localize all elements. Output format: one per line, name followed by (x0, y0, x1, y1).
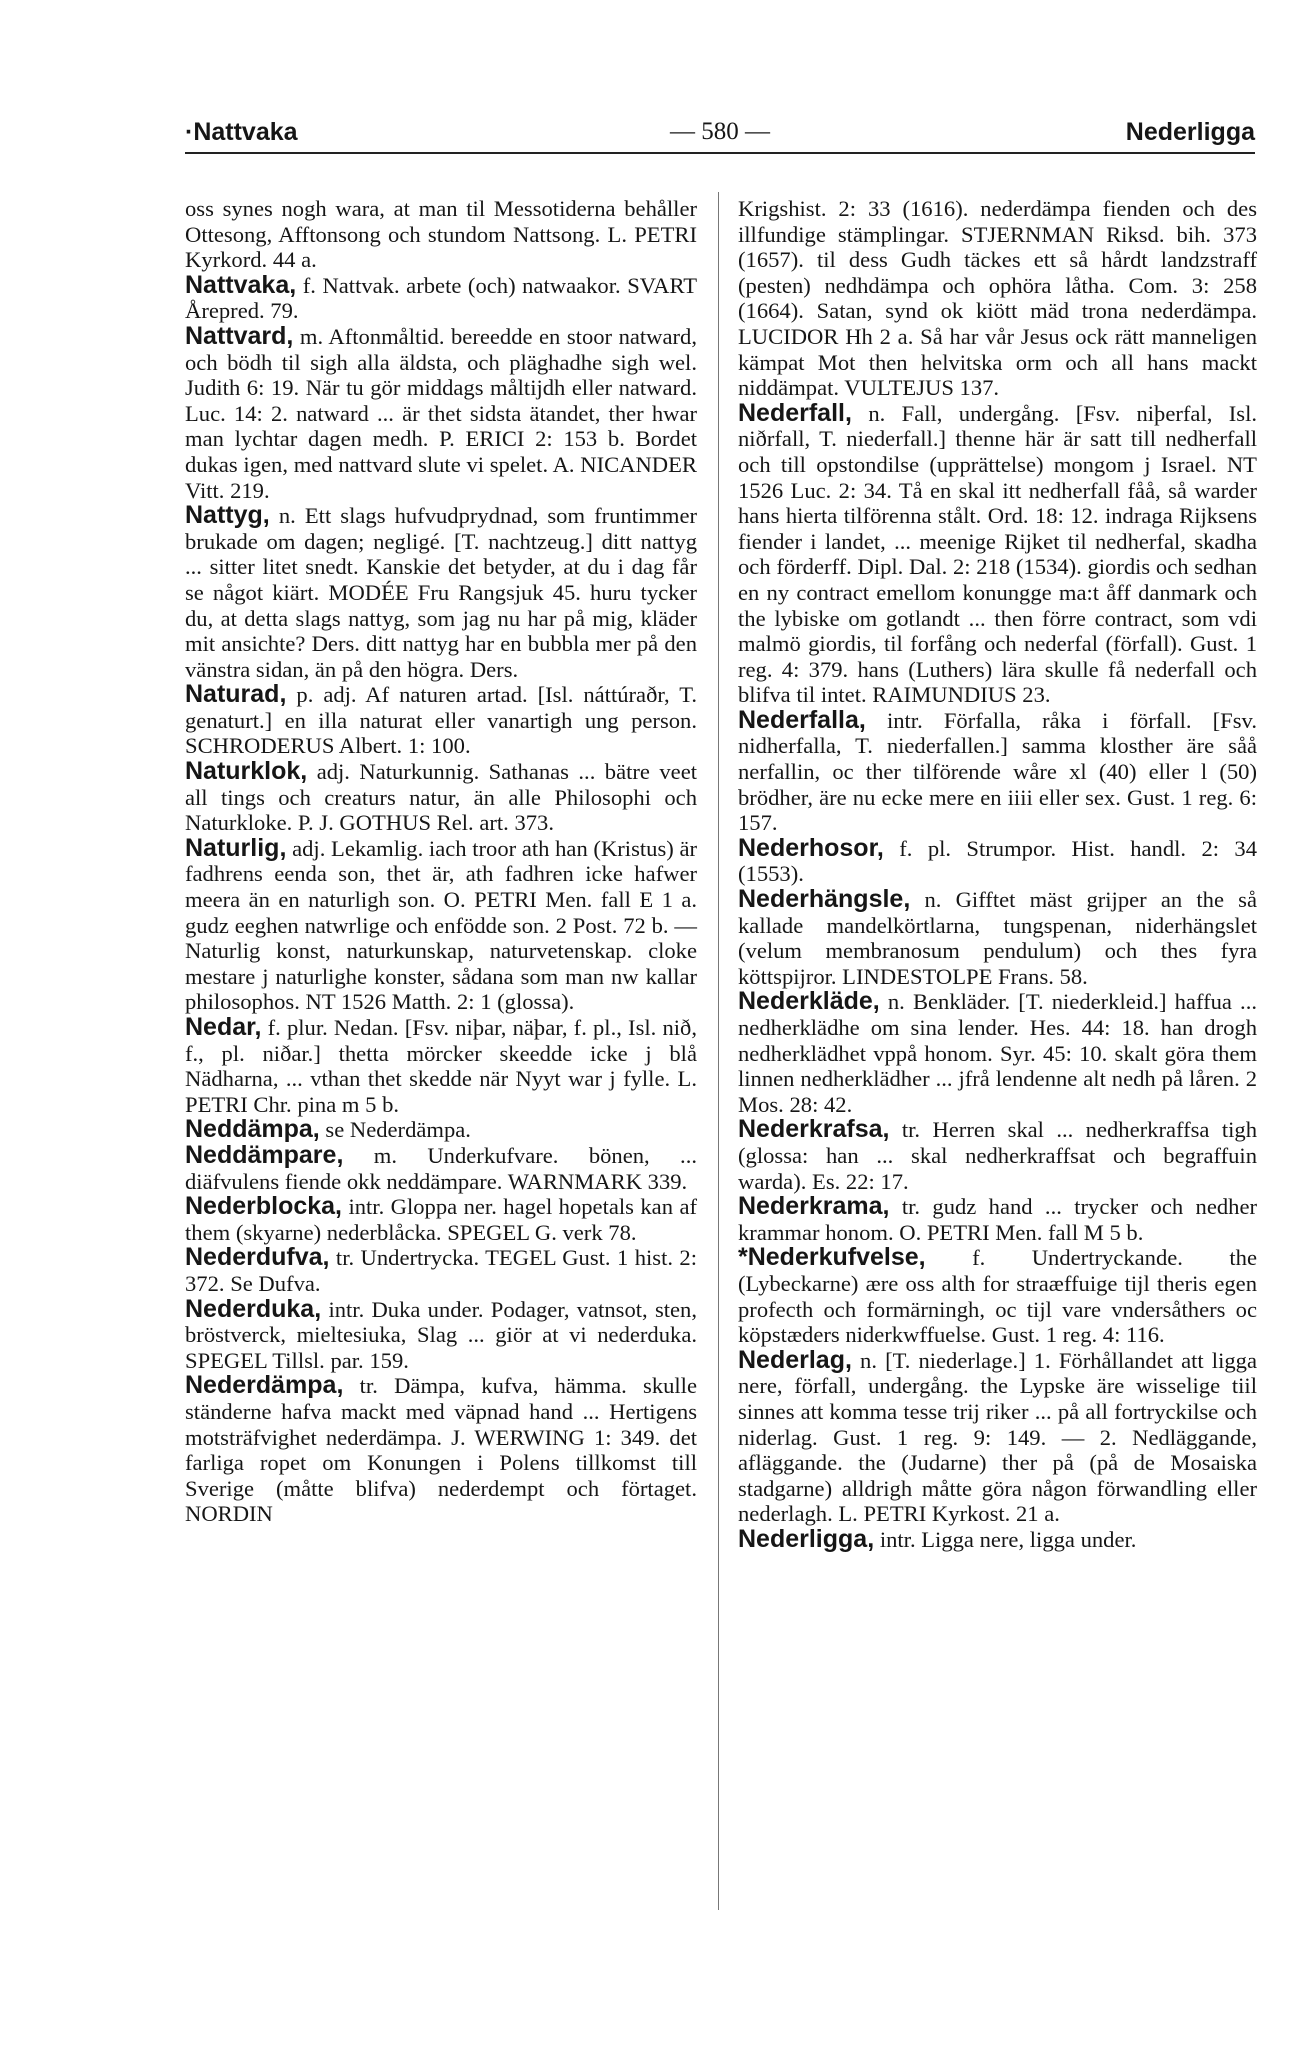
entry-text: oss synes nogh wara, at man til Messotiderna behåller Ottesong, Afftonsong och stundom Nattsong. L. PETRI Kyrkord. 44 a. (185, 196, 697, 273)
dictionary-entry (185, 833, 697, 1015)
entry-headword: Nederhosor, (738, 833, 884, 862)
entry-text: se Nederdämpa. (325, 1117, 471, 1143)
entry-text: Krigshist. 2: 33 (1616). nederdämpa fienden och des illfundige stämplingar. STJERNMAN Riksd. bih. 373 (1657). til dess Gudh täckes ett så hårdt landzstraff (pesten) nedhdämpa och ophöra låtha. Com. 3: 258 (1664). Satan, synd ok kiött mäd trona nederdämpa. LUCIDOR Hh 2 a. Så har vår Jesus ock rätt manneligen kämpat Mot then helvitska orm och all hans mackt niddämpat. VULTEJUS 137. (738, 196, 1257, 401)
header-rule (185, 152, 1255, 154)
entry-text: n. Benkläder. [T. niederkleid.] haffua ... nedherklädhe om sina lender. Hes. 44: 18. han drogh nedherklädhet vppå honom. Syr. 45: 10. skalt göra them linnen nedherklädher ... jfrå lendenne alt nedh på låren. 2 Mos. 28: 42. (738, 989, 1257, 1117)
entry-headword: Nedar, (185, 1013, 262, 1041)
entry-text: tr. Dämpa, kufva, hämma. skulle ständerne hafva mackt med väpnad hand ... Hertigens motsträfvighet nederdämpa. J. WERWING 1: 349. det farliga ropet om Konungen i Polens tillkomst till Sverige (måtte blifva) nederdempt och förtaget. NORDIN (185, 1373, 697, 1527)
entry-headword: Nederkläde, (738, 987, 880, 1016)
dictionary-entry (738, 1345, 1257, 1527)
entry-headword: Neddämpare, (185, 1140, 344, 1169)
dictionary-entry (738, 887, 1257, 989)
entry-text: intr. Gloppa ner. hagel hopetals kan af them (skyarne) nederblåcka. SPEGEL G. verk 78. (185, 1194, 697, 1245)
entry-text: n. Ett slags hufvudprydnad, som fruntimmer brukade om dagen; negligé. [T. nachtzeug.] ditt nattyg ... sitter litet snedt. Kanskie det betyder, at du i dag får se något kiärt. MODÉE Fru Rangsjuk 45. huru tycker du, at detta slags nattyg, som jag nu har på mig, kläder mit ansichte? Ders. ditt nattyg har en bubbla mer på den vänstra sidan, än på den högra. Ders. (185, 503, 697, 682)
entry-headword: Nederdämpa, (185, 1371, 344, 1400)
entry-headword: Nederfalla, (738, 705, 866, 734)
dictionary-entry (738, 1117, 1257, 1194)
dictionary-entry (185, 1194, 697, 1245)
entry-headword: Nederhängsle, (738, 885, 911, 914)
dictionary-entry (185, 321, 697, 503)
dictionary-entry (185, 759, 697, 836)
entry-headword: Nederlag, (738, 1345, 852, 1374)
entry-text: m. Aftonmåltid. bereedde en stoor natward, och bödh til sigh alla äldsta, och pläghadhe sigh wel. Judith 6: 19. När tu gör middags måltijdh eller natward. Luc. 14: 2. natward ... är thet sidsta ätandet, ther hwar man lychtar dagen medh. P. ERICI 2: 153 b. Bordet dukas igen, med nattvard slute vi spelet. A. NICANDER Vitt. 219. (185, 323, 697, 503)
entry-text: adj. Naturkunnig. Sathanas ... bätre veet all tings och creaturs natur, än alle Philosophi och Naturkloke. P. J. GOTHUS Rel. art. 373. (185, 759, 697, 836)
dictionary-entry (185, 196, 697, 273)
dictionary-entry (185, 1245, 697, 1296)
entry-headword: *Nederkufvelse, (738, 1243, 926, 1272)
entry-text: n. [T. niederlage.] 1. Förhållandet att ligga nere, förfall, undergång. the Lypske äre wisselige tiil sinnes att komma tesse trij riker ... på all fortryckilse och niderlag. Gust. 1 reg. 9: 149. — 2. Nedläggande, afläggande. the (Judarne) ther på (på de Mosaiska stadgarne) alldrigh måtte göra någon förwandling eller nederlagh. L. PETRI Kyrkost. 21 a. (738, 1347, 1257, 1527)
right-running-head: Nederligga (1125, 118, 1255, 146)
page-number: — 580 — (670, 118, 770, 145)
dictionary-entry (738, 705, 1257, 836)
dictionary-entry (738, 1245, 1257, 1347)
dictionary-entry (738, 989, 1257, 1117)
entry-text: f. Nattvak. arbete (och) natwaakor. SVART Årepred. 79. (185, 272, 697, 324)
entry-headword: Nattyg, (185, 501, 270, 530)
entry-text: m. Underkufvare. bönen, ... diäfvulens fiende okk neddämpare. WARNMARK 339. (185, 1142, 697, 1194)
entry-text: adj. Lekamlig. iach troor ath han (Kristus) är fadhrens eenda son, thet är, ath fadhren icke hafwer meera än en naturligh son. O. PETRI Men. fall E 1 a. gudz eeghen natwrlige och enfödde son. 2 Post. 72 b. — Naturlig konst, naturkunskap, naturvetenskap. cloke mestare j naturlighe konster, sådana som man nw kallar philosophos. NT 1526 Matth. 2: 1 (glossa). (185, 835, 697, 1015)
entry-headword: Naturlig, (185, 833, 287, 862)
left-column (185, 196, 697, 1527)
dictionary-entry (738, 833, 1257, 887)
entry-headword: Nederkrama, (738, 1192, 890, 1221)
dictionary-entry (185, 1294, 697, 1374)
entry-text: tr. Herren skal ... nedherkraffsa tigh (glossa: han ... skal nedherkraffsat och begraffuin warda). Es. 22: 17. (738, 1117, 1257, 1194)
dictionary-entry (185, 1140, 697, 1194)
entry-text: tr. Undertrycka. TEGEL Gust. 1 hist. 2: 372. Se Dufva. (185, 1245, 697, 1296)
dictionary-entry (738, 1194, 1257, 1245)
entry-headword: Naturad, (185, 680, 287, 709)
entry-headword: Nederkrafsa, (738, 1115, 890, 1144)
dictionary-entry (738, 196, 1257, 401)
right-column (738, 196, 1257, 1552)
dictionary-entry (738, 1524, 1257, 1553)
entry-text: intr. Förfalla, råka i förfall. [Fsv. nidherfalla, T. niederfallen.] samma klosther äre såå nerfallin, oc ther tilförende wåre xl (40) eller l (50) brödher, äre nu ecke mere en iiii eller sex. Gust. 1 reg. 6: 157. (738, 707, 1257, 836)
entry-text: intr. Duka under. Podager, vatnsot, sten, bröstverck, mieltesiuka, Slag ... giör at vi nederduka. SPEGEL Tillsl. par. 159. (185, 1296, 697, 1373)
entry-headword: Nederfall, (738, 398, 852, 427)
entry-text: n. Gifftet mäst grijper an the så kallade mandelkörtlarna, tungspenan, niderhängslet (velum membranosum pendulum) och thes fyra köttspijror. LINDESTOLPE Frans. 58. (738, 887, 1257, 989)
entry-text: n. Fall, undergång. [Fsv. niþerfal, Isl. niðrfall, T. niederfall.] thenne här är satt till nedherfall och till opstondilse (upprättelse) mongom j Israel. NT 1526 Luc. 2: 34. Tå en skal itt nedherfall fåå, så warder hans hierta tilförenna stålt. Ord. 18: 12. indraga Rijksens fiender i landet, ... meenige Rijket til nedherfal, skadha och förderff. Dipl. Dal. 2: 218 (1534). giordis och sedhan en ny contract emellom konungge ma:t åff danmark och the lybiske om gotlandt ... then förre contract, som vdi malmö giordis, til forfång och nederfal (förfall). Gust. 1 reg. 4: 379. hans (Luthers) lära skulle få nederfall och blifva til intet. RAIMUNDIUS 23. (738, 400, 1257, 708)
entry-text: intr. Ligga nere, ligga under. (879, 1526, 1137, 1552)
dictionary-entry (185, 1117, 697, 1143)
entry-text: f. Undertryckande. the (Lybeckarne) ære oss alth for straæffuige tijl theris egen profecth och formärningh, oc tijl vare vndersåthers oc köpstæders niderkwffuelse. Gust. 1 reg. 4: 116. (738, 1245, 1257, 1348)
entry-text: f. plur. Nedan. [Fsv. niþar, näþar, f. pl., Isl. nið, f., pl. niðar.] thetta mörcker skeedde icke j blå Nädharna, ... vthan thet skedde när Nyyt war j fylle. L. PETRI Chr. pina m 5 b. (185, 1015, 697, 1117)
entry-headword: Naturklok, (185, 757, 308, 786)
entry-headword: Nederligga, (738, 1524, 875, 1553)
dictionary-entry (185, 1373, 697, 1527)
entry-text: p. adj. Af naturen artad. [Isl. náttúraðr, T. genaturt.] en illa naturat eller vanartigh ung person. SCHRODERUS Albert. 1: 100. (185, 682, 697, 759)
dictionary-entry (185, 503, 697, 682)
entry-headword: Nattvard, (185, 321, 294, 350)
entry-text: tr. gudz hand ... trycker och nedher krammar honom. O. PETRI Men. fall M 5 b. (738, 1194, 1257, 1245)
entry-headword: Nederduka, (185, 1294, 322, 1323)
dictionary-entry (185, 270, 697, 324)
dictionary-entry (185, 682, 697, 759)
left-running-head: ·Nattvaka (185, 118, 298, 146)
dictionary-entry (738, 398, 1257, 708)
entry-headword: Neddämpa, (185, 1115, 320, 1144)
entry-text: f. pl. Strumpor. Hist. handl. 2: 34 (1553). (738, 835, 1257, 887)
entry-headword: Nederblocka, (185, 1192, 343, 1221)
entry-headword: Nattvaka, (185, 270, 297, 299)
dictionary-entry (185, 1015, 697, 1117)
entry-headword: Nederdufva, (185, 1243, 330, 1272)
column-divider (718, 192, 719, 1910)
